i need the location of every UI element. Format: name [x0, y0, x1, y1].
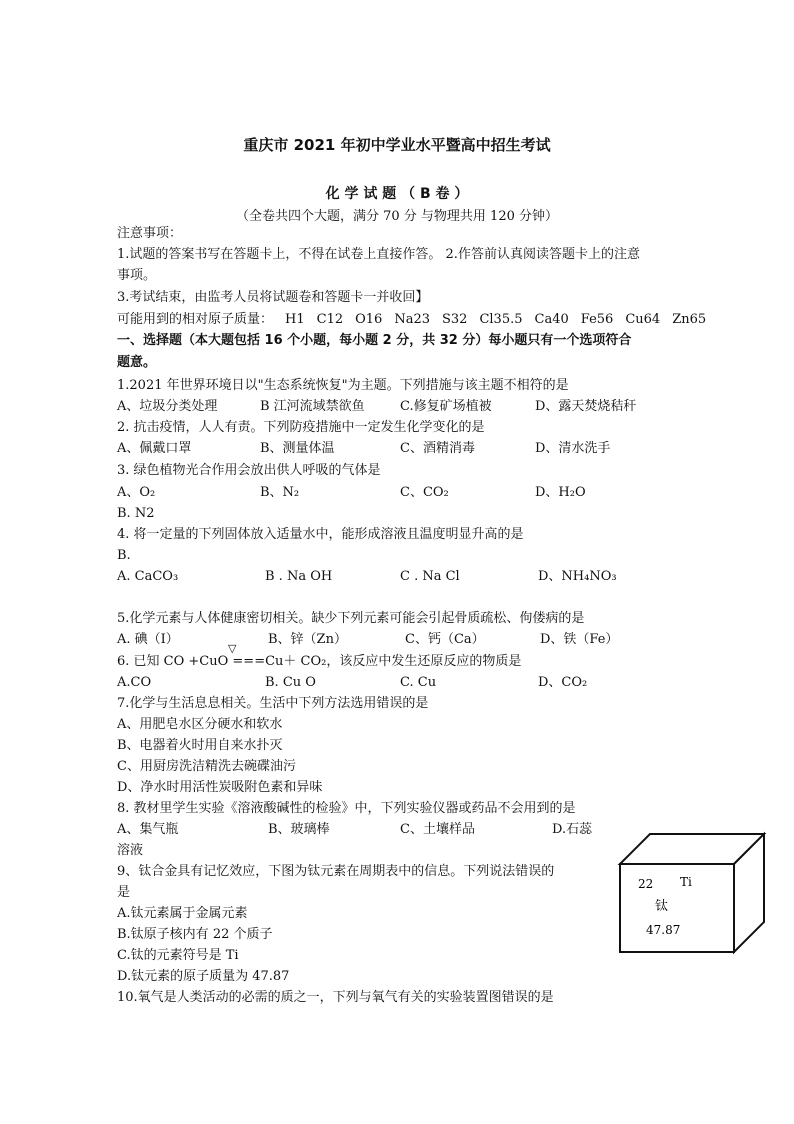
option-a: A. 碘（I）	[117, 632, 179, 647]
question-stem: 1.2021 年世界环境日以"生态系统恢复"为主题。下列措施与该主题不相符的是	[117, 378, 569, 393]
notice-line: 1.试题的答案书写在答题卡上，不得在试卷上直接作答。 2.作答前认真阅读答题卡上的注意	[117, 247, 640, 262]
option-c: C、用厨房洗洁精洗去碗碟油污	[117, 759, 296, 774]
option-b: B、测量体温	[260, 441, 335, 456]
option-c: C、CO₂	[400, 485, 449, 500]
mass-item: Fe56	[580, 312, 614, 327]
option-b: B . Na OH	[265, 569, 333, 584]
question-stem: 5.化学元素与人体健康密切相关。缺少下列元素可能会引起骨质疏松、佝偻病的是	[117, 611, 585, 626]
exam-subtitle: 化 学 试 题 （ B 卷 ）	[325, 186, 469, 202]
option-c: C、钙（Ca）	[405, 632, 485, 647]
option-d: D、CO₂	[538, 675, 588, 690]
option-a: A. CaCO₃	[117, 569, 179, 584]
page-title: 重庆市 2021 年初中学业水平暨高中招生考试	[243, 136, 551, 154]
atomic-number: 22	[638, 877, 654, 891]
option-a: A.CO	[117, 675, 152, 690]
option-d: D、露天焚烧秸秆	[535, 399, 637, 414]
atomic-masses	[117, 311, 718, 329]
question-stem: 9、钛合金具有记忆效应，下图为钛元素在周期表中的信息。下列说法错误的	[117, 864, 555, 879]
question-stem: 7.化学与生活息息相关。生活中下列方法选用错误的是	[117, 696, 429, 711]
mass-item: O16	[355, 312, 383, 327]
mass-item: Ca40	[534, 312, 569, 327]
element-symbol: Ti	[680, 875, 692, 889]
option-c: C、酒精消毒	[400, 441, 475, 456]
option-b: B.钛原子核内有 22 个质子	[117, 927, 273, 942]
option-d: D.石蕊	[552, 822, 593, 837]
mass-item: Cu64	[625, 312, 661, 327]
option-d: D、清水洗手	[535, 441, 611, 456]
question-stem: 6. 已知 CO +CuO ===Cu＋ CO₂，该反应中发生还原反应的物质是	[117, 654, 522, 669]
option-b: B、玻璃棒	[268, 822, 330, 837]
option-b: B 江河流域禁欲鱼	[260, 399, 365, 414]
mass-item: S32	[442, 312, 468, 327]
notice-line: 事项。	[117, 268, 157, 283]
question-stem: 3. 绿色植物光合作用会放出供人呼吸的气体是	[117, 463, 381, 478]
option-a: A、佩戴口罩	[117, 441, 192, 456]
section-heading: 一、选择题（本大题包括 16 个小题，每小题 2 分，共 32 分）每小题只有一个选项符合	[117, 333, 632, 348]
masses-label: 可能用到的相对原子质量：	[117, 312, 274, 327]
notice-heading: 注意事项：	[117, 226, 183, 241]
option-a: A、O₂	[117, 485, 156, 500]
question-stem: 10.氧气是人类活动的必需的质之一，下列与氧气有关的实验装置图错误的是	[117, 990, 554, 1005]
option-b: B、电器着火时用自来水扑灭	[117, 738, 283, 753]
option-d: D、H₂O	[535, 485, 586, 500]
section-heading: 题意。	[117, 355, 157, 370]
heat-delta-icon: ▽	[228, 642, 237, 655]
atomic-mass: 47.87	[646, 923, 681, 937]
option-c: C.修复矿场植被	[400, 399, 492, 414]
mass-item: Cl35.5	[479, 312, 523, 327]
option-c: C . Na Cl	[400, 569, 460, 584]
option-c: C. Cu	[400, 675, 437, 690]
question-stem: 2. 抗击疫情，人人有责。下列防疫措施中一定发生化学变化的是	[117, 420, 485, 435]
option-d: D、NH₄NO₃	[538, 569, 617, 584]
option-c: C.钛的元素符号是 Ti	[117, 948, 239, 963]
question-stem: 4. 将一定量的下列固体放入适量水中，能形成溶液且温度明显升高的是	[117, 527, 524, 542]
option-d: D.钛元素的原子质量为 47.87	[117, 969, 290, 984]
answer-note: B.	[117, 548, 131, 563]
option-d: D、净水时用活性炭吸附色素和异味	[117, 780, 323, 795]
question-stem: 8. 教材里学生实验《溶液酸碱性的检验》中，下列实验仪器或药品不会用到的是	[117, 801, 576, 816]
mass-item: Na23	[394, 312, 430, 327]
option-b: B、N₂	[260, 485, 300, 500]
option-d: D、铁（Fe）	[540, 632, 619, 647]
option-c: C、土壤样品	[400, 822, 475, 837]
exam-note: （全卷共四个大题，满分 70 分 与物理共用 120 分钟）	[235, 209, 559, 224]
option-b: B、锌（Zn）	[268, 632, 347, 647]
option-d-continued: 溶液	[117, 843, 144, 858]
question-stem: 是	[117, 885, 131, 900]
option-a: A、垃圾分类处理	[117, 399, 218, 414]
titanium-element-card	[612, 826, 772, 956]
notice-line: 3.考试结束，由监考人员将试题卷和答题卡一并收回】	[117, 290, 429, 305]
option-a: A、用肥皂水区分硬水和软水	[117, 717, 283, 732]
option-b: B. Cu O	[265, 675, 316, 690]
option-a: A、集气瓶	[117, 822, 179, 837]
mass-item: C12	[316, 312, 344, 327]
mass-item: H1	[285, 312, 305, 327]
answer-note: B. N2	[117, 506, 155, 521]
option-a: A.钛元素属于金属元素	[117, 906, 248, 921]
mass-item: Zn65	[672, 312, 707, 327]
element-name: 钛	[655, 899, 669, 914]
